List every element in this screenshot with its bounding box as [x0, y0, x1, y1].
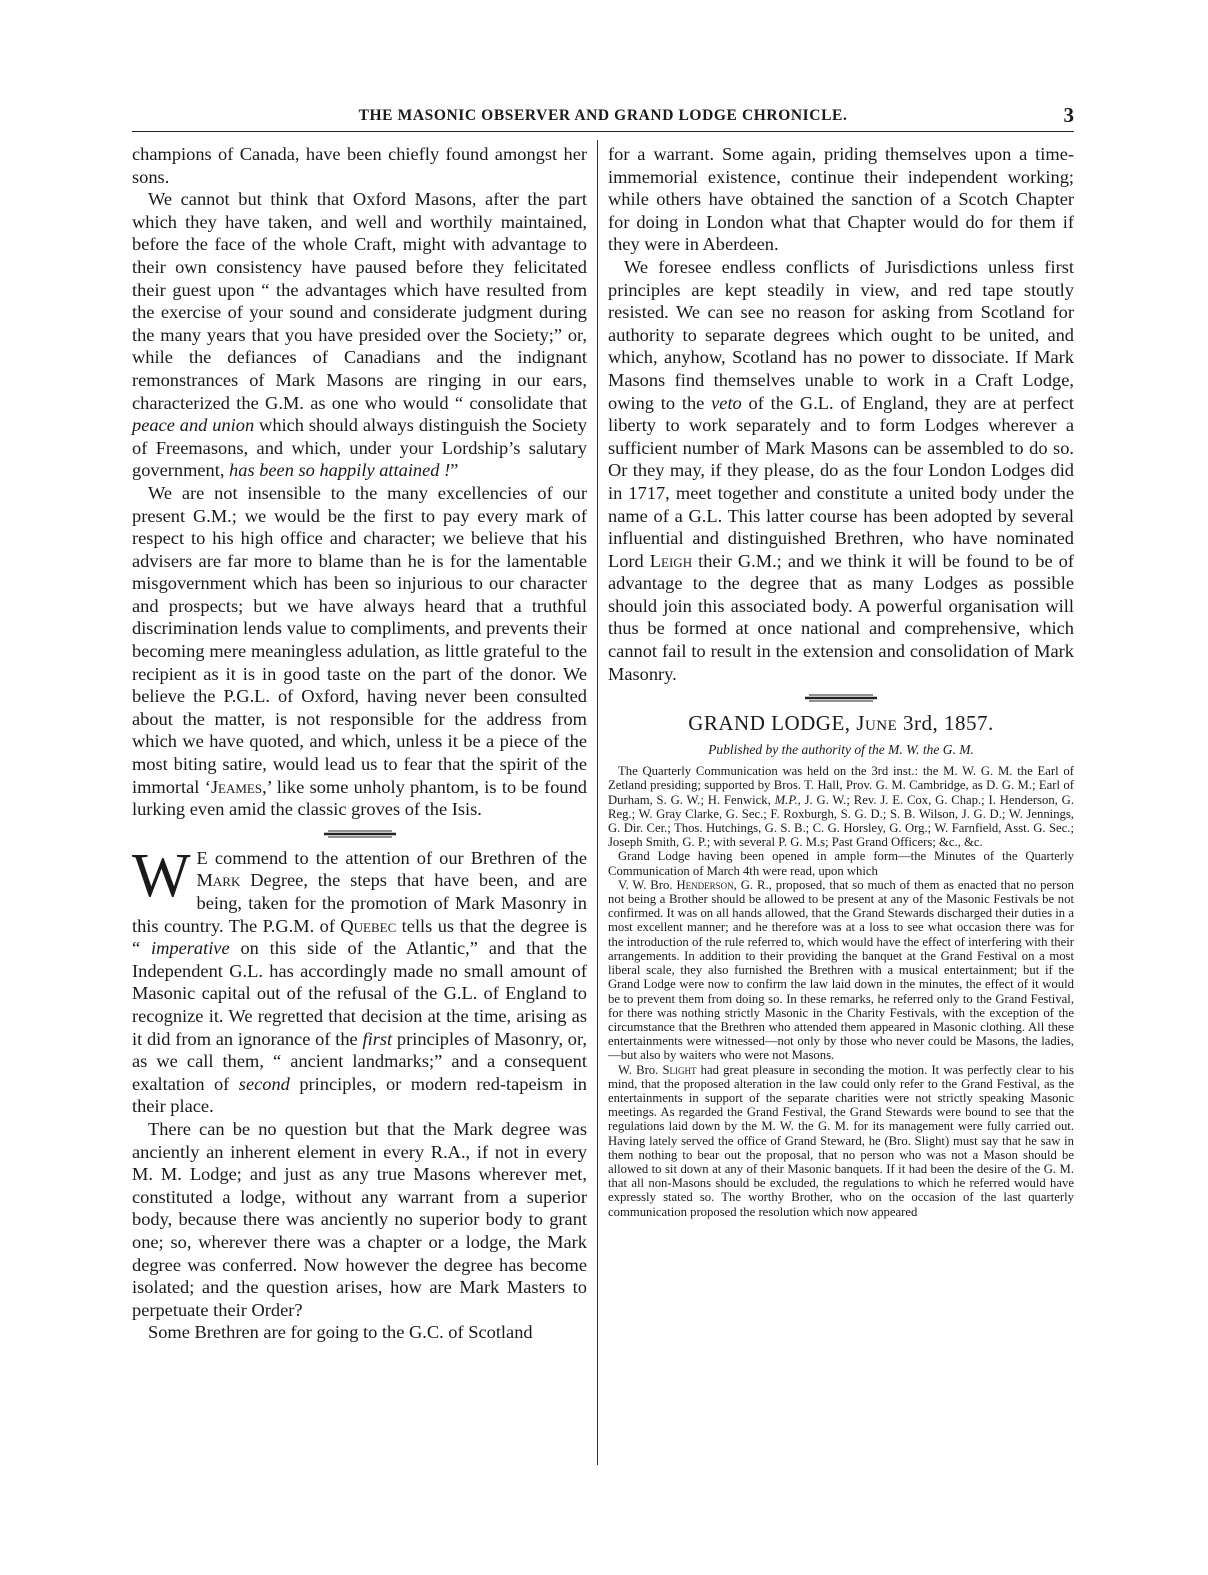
left-paragraph-5: There can be no question but that the Mark degree was anciently an inherent element in every R.A., if not in every M. M. Lodge; and just as any true Masons wherever met, constituted a lodge, without any warrant from a superior body, because there was anciently no superior body to grant one; so, wherever there was a chapter or a lodge, the Mark degree was conferred. Now however the degree has become isolated; and the question arises, how are Mark Masters to perpetuate their Order?: [132, 1118, 587, 1320]
section-heading: GRAND LODGE, June 3rd, 1857.: [688, 711, 994, 736]
left-paragraph-1: champions of Canada, have been chiefly found amongst her sons.: [132, 144, 587, 187]
left-paragraph-2: We cannot but think that Oxford Masons, after the part which they have taken, and well and worthily maintained, before the face of the whole Craft, might with advantage to their own consistency have paused before they felicitated their guest upon “ the advantages which have resulted from the exercise of your sound and considerate judgment during the many years that you have presided over the Society;” or, while the defiances of Canadians and the indignant remonstrances of Mark Masons are ringing in our ears, characterized the G.M. as one who would “ consolidate that peace and union which should always distinguish the Society of Freemasons, and which, under your Lordship’s salutary government, has been so happily attained !”: [132, 189, 587, 481]
left-paragraph-6: Some Brethren are for going to the G.C. of Scotland: [148, 1322, 533, 1343]
left-paragraph-4: W E commend to the attention of our Brethren of the Mark Degree, the steps that have been, and are being, taken for the promotion of Mark Masonry in this country. The P.G.M. of Quebec tells us that the degree is “ imperative on this side of the Atlantic,” and that the Independent G.L. has accordingly made no small amount of Masonic capital out of the refusal of the G.L. of England to recognize it. We regretted that decision at the time, arising as it did from an ignorance of the first principles of Masonry, or, as we call them, “ ancient landmarks;” and a consequent exaltation of second principles, or modern red-tapeism in their place.: [132, 841, 588, 1117]
drop-cap: W: [132, 841, 191, 910]
section-byline: Published by the authority of the M. W. the G. M.: [708, 742, 974, 758]
left-column: [132, 143, 587, 1344]
ornamental-rule-icon: [805, 693, 877, 703]
publication-title: THE MASONIC OBSERVER AND GRAND LODGE CHRONICLE.: [358, 107, 848, 124]
ornamental-rule-icon: [324, 829, 396, 839]
running-head: [132, 105, 1074, 132]
report-paragraph-4: W. Bro. Slight had great pleasure in seconding the motion. It was perfectly clear to his mind, that the proposed alteration in the law could only refer to the Grand Festival, as the entertainments in support of the separate charities were not strictly speaking Masonic meetings. As regarded the Grand Festival, the Grand Stewards were bound to see that the regulations laid down by the M. W. the G. M. for its management were fully carried out. Having lately served the office of Grand Steward, he (Bro. Slight) must say that he saw in them nothing to bear out the proposal, that no person who was not a Mason should be allowed to sit down at any of their Masonic banquets. If it had been the desire of the G. M. that all non-Masons should be excluded, the regulations to which he referred would have expressly stated so. The worthy Brother, who on the occasion of the last quarterly communication proposed the resolution which now appeared: [608, 1062, 1074, 1219]
column-divider: [597, 140, 598, 1465]
right-paragraph-1: for a warrant. Some again, priding themselves upon a time-immemorial existence, continue their independent working; while others have obtained the sanction of a Scotch Chapter for doing in London what that Chapter would do for them if they were in Aberdeen.: [608, 144, 1074, 255]
report-paragraph-2: Grand Lodge having been opened in ample form—the Minutes of the Quarterly Communication of March 4th were read, upon which: [608, 849, 1074, 878]
report-paragraph-1: The Quarterly Communication was held on the 3rd inst.: the M. W. G. M. the Earl of Zetland presiding; supported by Bros. T. Hall, Prov. G. M. Cambridge, as D. G. M.; Earl of Durham, S. G. W.; H. Fenwick, M.P., J. G. W.; Rev. J. E. Cox, G. Chap.; I. Henderson, G. Reg.; W. Gray Clarke, G. Sec.; F. Roxburgh, S. G. D.; S. B. Wilson, J. G. D.; W. Jennings, G. Dir. Cer.; Thos. Hutchings, G. S. B.; C. G. Horsley, G. Org.; W. Farnfield, Asst. G. Sec.; Joseph Smith, G. P.; with several P. G. M.s; Past Grand Officers; &c., &c.: [608, 764, 1074, 850]
page-number: 3: [1063, 103, 1074, 127]
left-paragraph-3: We are not insensible to the many excellencies of our present G.M.; we would be the first to pay every mark of respect to his high office and character; we believe that his advisers are far more to blame than he is for the lamentable misgovernment which has been so injurious to our character and prospects; but we have always heard that a truthful discrimination lends value to compliments, and prevents their becoming mere meaningless adulation, as little grateful to the recipient as it is in good taste on the part of the donor. We believe the P.G.L. of Oxford, having never been consulted about the matter, is not responsible for the address from which we have quoted, and which, unless it be a piece of the most biting satire, would lead us to fear that the spirit of the immortal ‘Jeames,’ like some unholy phantom, is to be found lurking even amid the classic groves of the Isis.: [132, 482, 587, 820]
right-column: [608, 143, 1074, 1219]
report-paragraph-3: V. W. Bro. Henderson, G. R., proposed, that so much of them as enacted that no person not being a Brother should be allowed to be present at any of the Masonic Festivals be not confirmed. It was on all hands allowed, that the Grand Stewards discharged their duties in a most excellent manner; and he therefore was at a loss to see what occasion there was for the introduction of the rule referred to, which would have the effect of interfering with their arrangements. In addition to their providing the banquet at the Grand Festival on a most liberal scale, they also furnished the Brethren with a musical entertainment; but if the Grand Lodge were now to confirm the law laid down in the minutes, the effect of it would be to prevent them from doing so. In these remarks, he referred only to the Grand Festival, for there was nothing strictly Masonic in the Charity Festivals, with the exception of the circumstance that the Brethren who attended them appeared in Masonic clothing. All these entertainments were witnessed—not only by those who never could be Masons, the ladies,—but also by waiters who were not Masons.: [608, 877, 1074, 1063]
right-paragraph-2: We foresee endless conflicts of Jurisdictions unless first principles are kept steadily in view, and red tape stoutly resisted. We can see no reason for asking from Scotland for authority to separate degrees which ought to be united, and which, anyhow, Scotland has no power to dissociate. If Mark Masons find themselves unable to work in a Craft Lodge, owing to the veto of the G.L. of England, they are at perfect liberty to work separately and to form Lodges wherever a sufficient number of Mark Masons can be assembled to do so. Or they may, if they please, do as the four London Lodges did in 1717, meet together and constitute a united body under the name of a G.L. This latter course has been adopted by several influential and distinguished Brethren, who have nominated Lord Leigh their G.M.; and we think it will be found to be of advantage to the degree that as many Lodges as possible should join this associated body. A powerful organisation will thus be formed at once national and comprehensive, which cannot fail to result in the extension and consolidation of Mark Masonry.: [608, 256, 1074, 684]
